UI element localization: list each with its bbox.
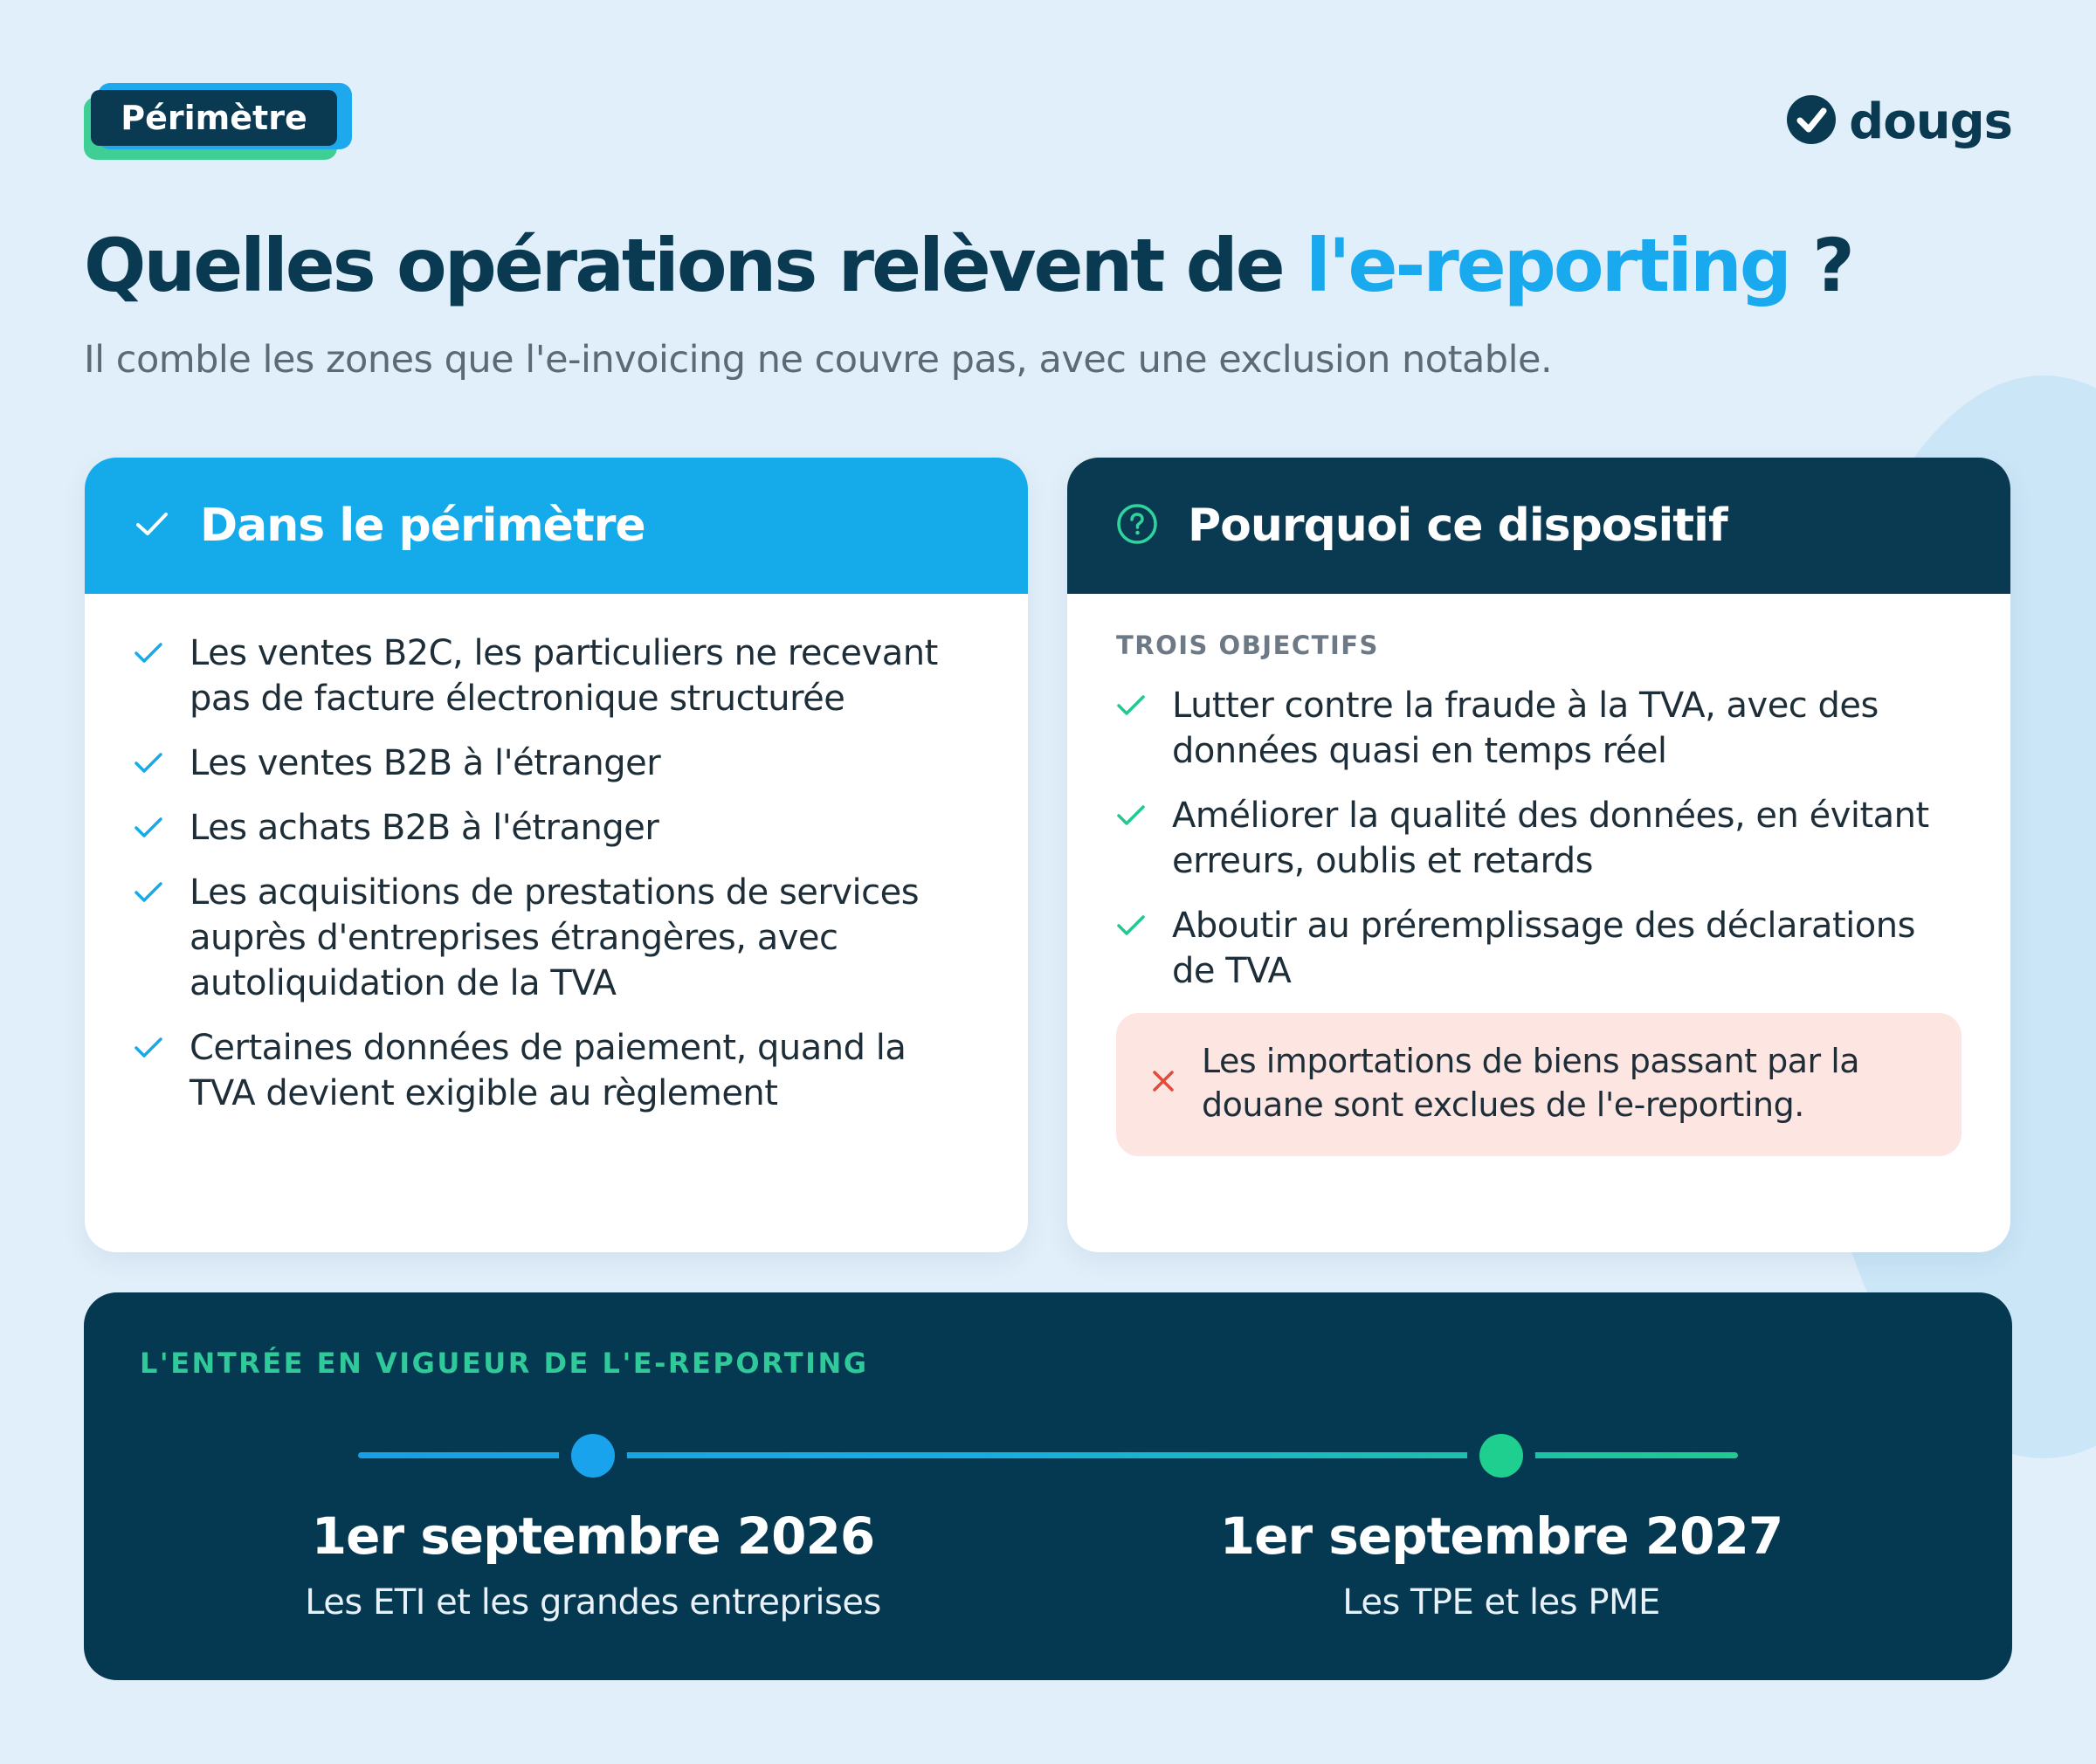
check-icon xyxy=(134,630,163,676)
timeline-dot-2026 xyxy=(571,1434,615,1478)
check-icon xyxy=(134,1025,163,1071)
purpose-card-header xyxy=(1067,458,2010,594)
list-item: Les achats B2B à l'étranger xyxy=(134,805,979,851)
list-item: Lutter contre la fraude à la TVA, avec des données quasi en temps réel xyxy=(1116,683,1962,774)
check-icon xyxy=(1116,903,1146,948)
purpose-card xyxy=(1067,458,2010,1252)
category-tag xyxy=(84,83,352,163)
timeline-panel xyxy=(84,1292,2012,1680)
list-item: Les acquisitions de prestations de services auprès d'entreprises étrangères, avec autoliquidation de la TVA xyxy=(134,870,979,1006)
check-icon xyxy=(1116,793,1146,838)
exclusion-callout xyxy=(1116,1013,1962,1156)
check-icon xyxy=(134,870,163,915)
objectives-list xyxy=(1116,683,1962,994)
in-scope-card xyxy=(85,458,1028,1252)
list-item: Les ventes B2B à l'étranger xyxy=(134,741,979,786)
category-tag-label: Périmètre xyxy=(91,90,337,146)
list-item: Certaines données de paiement, quand la TVA devient exigible au règlement xyxy=(134,1025,979,1116)
timeline-label: L'ENTRÉE EN VIGUEUR DE L'E-REPORTING xyxy=(140,1347,869,1380)
check-icon xyxy=(1116,683,1146,728)
in-scope-card-title: Dans le périmètre xyxy=(200,500,645,552)
check-circle-logo-icon xyxy=(1786,94,1837,148)
milestone-date: 1er septembre 2027 xyxy=(1219,1506,1783,1566)
brand-name: dougs xyxy=(1849,93,2012,150)
objectives-label: TROIS OBJECTIFS xyxy=(1116,630,1379,660)
in-scope-list xyxy=(134,630,979,1116)
exclusion-text: Les importations de biens passant par la douane sont exclues de l'e-reporting. xyxy=(1202,1042,1860,1124)
check-icon xyxy=(134,805,163,851)
milestone-audience: Les TPE et les PME xyxy=(1342,1582,1660,1623)
list-item: Les ventes B2C, les particuliers ne recevant pas de facture électronique structurée xyxy=(134,630,979,721)
page-title-accent: l'e-reporting xyxy=(1306,223,1789,308)
brand-logo xyxy=(1786,90,2012,153)
page-subtitle: Il comble les zones que l'e-invoicing ne couvre pas, avec une exclusion notable. xyxy=(84,338,1553,382)
milestone-date: 1er septembre 2026 xyxy=(311,1506,875,1566)
milestone-audience: Les ETI et les grandes entreprises xyxy=(305,1582,881,1623)
check-icon xyxy=(134,741,163,786)
page-title: Quelles opérations relèvent de l'e-reporting ? xyxy=(84,223,1852,308)
purpose-card-title: Pourquoi ce dispositif xyxy=(1188,500,1727,552)
in-scope-card-header xyxy=(85,458,1028,594)
check-icon xyxy=(134,506,170,546)
list-item: Améliorer la qualité des données, en évitant erreurs, oublis et retards xyxy=(1116,793,1962,884)
question-circle-icon xyxy=(1116,503,1158,548)
timeline-dot-2027 xyxy=(1479,1434,1523,1478)
list-item: Aboutir au préremplissage des déclarations de TVA xyxy=(1116,903,1962,994)
close-icon xyxy=(1151,1069,1176,1097)
timeline-line xyxy=(358,1452,1738,1458)
